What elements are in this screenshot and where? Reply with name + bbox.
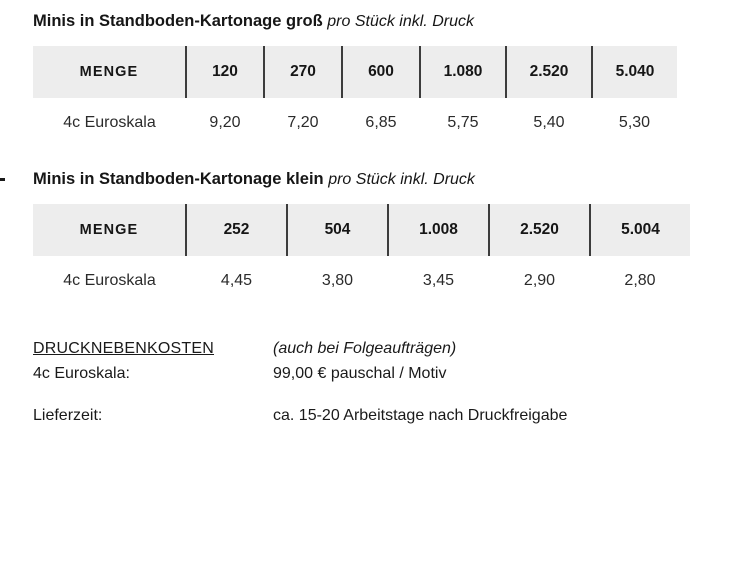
section-title (0, 170, 730, 190)
header-cell-qty-4: 2.520 (489, 204, 590, 256)
section-title-text: Minis in Standboden-Kartonage klein (33, 169, 324, 188)
price-cell-3: 3,45 (422, 271, 455, 289)
row-label: 4c Euroskala (63, 271, 156, 289)
delivery-value: ca. 15-20 Arbeitstage nach Druckfreigabe (273, 406, 568, 424)
section-minis-klein (0, 170, 730, 294)
euroskala-label: 4c Euroskala: (33, 364, 130, 382)
table-row (33, 256, 690, 294)
header-cell-qty-2: 504 (287, 204, 388, 256)
header-cell-qty-2: 270 (264, 46, 342, 98)
header-cell-qty-5: 5.004 (590, 204, 690, 256)
header-cell-qty-3: 600 (342, 46, 420, 98)
header-cell-qty-1: 120 (186, 46, 264, 98)
price-cell-1: 9,20 (209, 113, 241, 131)
section-spacer (0, 136, 730, 170)
table-header-row (33, 46, 677, 98)
delivery-label: Lieferzeit: (33, 406, 103, 424)
info-row-delivery (33, 407, 730, 425)
table-row (33, 98, 677, 136)
additional-info (33, 340, 730, 425)
header-cell-qty-5: 2.520 (506, 46, 592, 98)
section-title-subtext: pro Stück inkl. Druck (327, 13, 474, 30)
header-cell-qty-4: 1.080 (420, 46, 506, 98)
price-cell-5: 5,40 (533, 113, 565, 131)
header-cell-qty-1: 252 (186, 204, 287, 256)
price-table-gross (33, 46, 677, 136)
price-cell-3: 6,85 (365, 113, 397, 131)
price-cell-2: 7,20 (287, 113, 319, 131)
section-title-text: Minis in Standboden-Kartonage groß (33, 12, 323, 30)
price-cell-4: 2,90 (523, 271, 556, 289)
table-header-row (33, 204, 690, 256)
header-cell-qty-3: 1.008 (388, 204, 489, 256)
header-cell-menge: MENGE (33, 204, 186, 256)
section-minis-gross (0, 12, 730, 136)
header-cell-qty-6: 5.040 (592, 46, 677, 98)
price-cell-1: 4,45 (220, 271, 253, 289)
extra-costs-label: DRUCKNEBENKOSTEN (33, 339, 215, 357)
header-cell-menge: MENGE (33, 46, 186, 98)
price-cell-2: 3,80 (321, 271, 354, 289)
price-cell-5: 2,80 (624, 271, 656, 289)
price-cell-4: 5,75 (447, 113, 479, 131)
edge-crop-mark (0, 178, 5, 181)
extra-costs-note: (auch bei Folgeaufträgen) (273, 339, 457, 357)
euroskala-value: 99,00 € pauschal / Motiv (273, 364, 447, 382)
price-cell-6: 5,30 (618, 113, 651, 131)
price-table-klein (33, 204, 690, 294)
info-row-extra-costs (33, 340, 730, 358)
row-label: 4c Euroskala (63, 113, 156, 131)
section-title-subtext: pro Stück inkl. Druck (328, 170, 475, 188)
section-title (0, 12, 730, 32)
info-row-euroskala (33, 365, 730, 383)
